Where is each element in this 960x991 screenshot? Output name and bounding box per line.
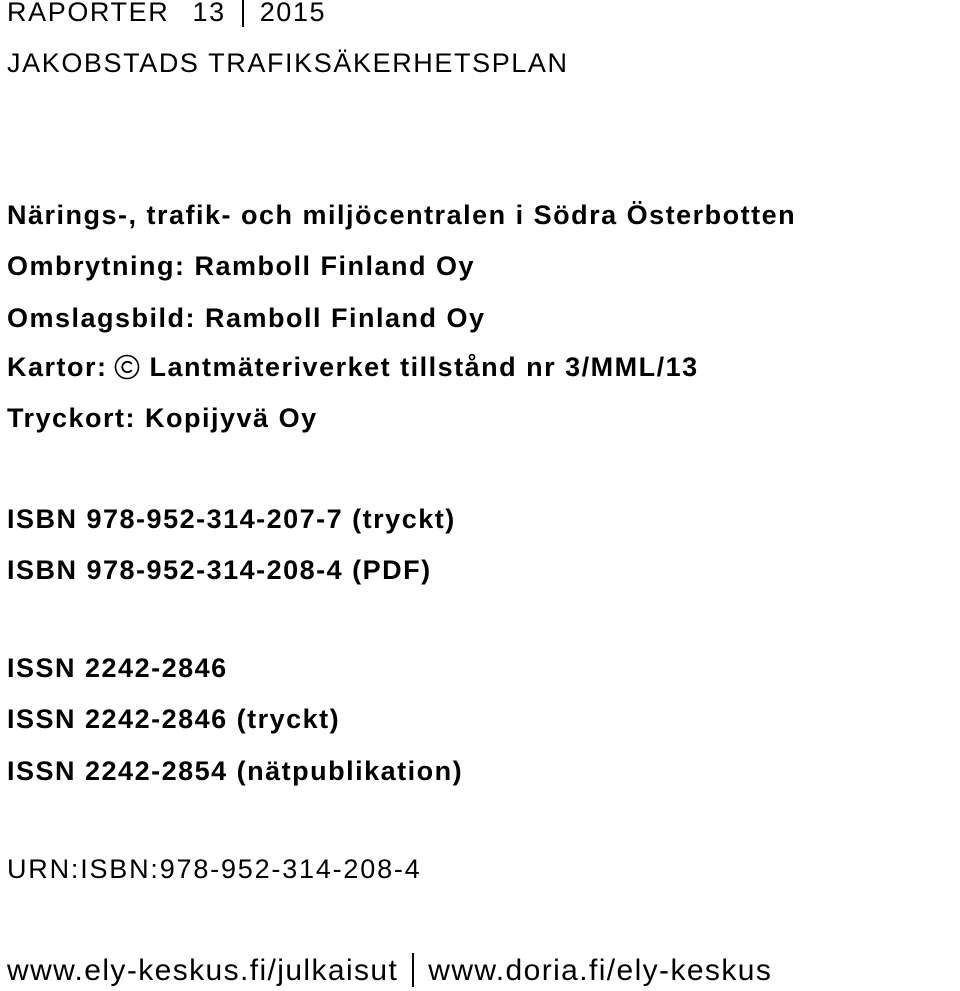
isbn-printed: ISBN 978-952-314-207-7 (tryckt) — [7, 504, 456, 534]
report-year: 2015 — [259, 0, 327, 27]
maps-credit — [7, 351, 699, 383]
publisher: Närings-, trafik- och miljöcentralen i Södra Österbotten — [7, 200, 797, 230]
links-line — [7, 953, 772, 987]
ely-link[interactable]: www.ely-keskus.fi/julkaisut — [7, 954, 399, 987]
isbn-pdf: ISBN 978-952-314-208-4 (PDF) — [7, 555, 432, 585]
printer-credit: Tryckort: Kopijyvä Oy — [7, 403, 318, 433]
maps-label: Kartor: — [7, 352, 108, 382]
report-number: 13 — [192, 0, 226, 27]
separator-bar — [412, 953, 414, 987]
separator-bar — [242, 0, 244, 27]
report-series-line — [7, 0, 326, 28]
cover-credit: Omslagsbild: Ramboll Finland Oy — [7, 303, 486, 333]
urn: URN:ISBN:978-952-314-208-4 — [7, 854, 422, 884]
doria-link[interactable]: www.doria.fi/ely-keskus — [428, 954, 773, 987]
issn-online: ISSN 2242-2854 (nätpublikation) — [7, 756, 464, 786]
issn-main: ISSN 2242-2846 — [7, 653, 228, 683]
copyright-icon — [114, 354, 140, 380]
issn-printed: ISSN 2242-2846 (tryckt) — [7, 704, 341, 734]
maps-text: Lantmäteriverket tillstånd nr 3/MML/13 — [149, 352, 699, 382]
layout-credit: Ombrytning: Ramboll Finland Oy — [7, 251, 476, 281]
report-series: RAPORTER — [7, 0, 170, 27]
report-title: JAKOBSTADS TRAFIKSÄKERHETSPLAN — [7, 48, 569, 78]
